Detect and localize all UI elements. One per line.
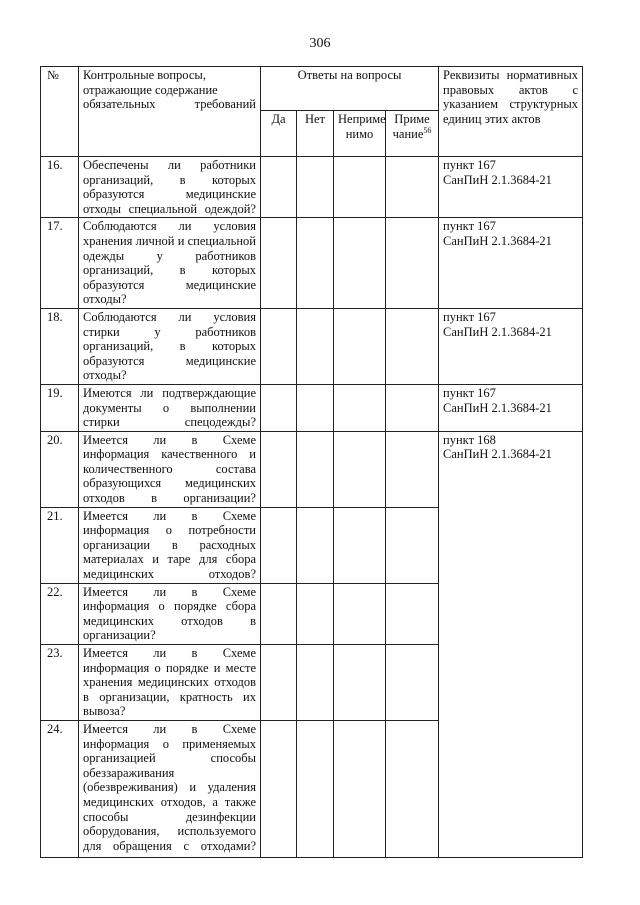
row-number: 17. [41, 218, 79, 309]
answer-yes-cell[interactable] [261, 431, 297, 507]
requisite-act: СанПиН 2.1.3684-21 [443, 324, 552, 339]
answer-note-cell[interactable] [386, 507, 439, 583]
checklist-table [40, 66, 583, 858]
answer-na-cell[interactable] [334, 384, 386, 431]
row-requisite [439, 431, 583, 857]
header-questions: Контрольные вопросы, отражающие содержание обязательных требований [79, 67, 261, 157]
answer-note-cell[interactable] [386, 384, 439, 431]
row-question: Имеется ли в Схеме информация о порядке сбора медицинских отходов в организации? [79, 583, 261, 644]
answer-no-cell[interactable] [297, 431, 334, 507]
answer-yes-cell[interactable] [261, 157, 297, 218]
row-number: 18. [41, 308, 79, 384]
requisite-clause: пункт 167 [443, 309, 496, 324]
answer-no-cell[interactable] [297, 583, 334, 644]
row-question: Имеются ли подтверждающие документы о выполнении стирки спецодежды? [79, 384, 261, 431]
requisite-clause: пункт 168 [443, 432, 496, 447]
page-number: 306 [309, 36, 331, 51]
row-question: Имеется ли в Схеме информация о порядке и месте хранения медицинских отходов в организации, кратность их вывоза? [79, 645, 261, 721]
row-question: Имеется ли в Схеме информация качественного и количественного состава образующихся медицинских отходов в организации? [79, 431, 261, 507]
answer-no-cell[interactable] [297, 218, 334, 309]
answer-yes-cell[interactable] [261, 507, 297, 583]
table-row [41, 218, 583, 309]
row-question: Соблюдаются ли условия стирки у работников организаций, в которых образуются медицинские отходы? [79, 308, 261, 384]
header-note [386, 111, 439, 157]
answer-note-cell[interactable] [386, 308, 439, 384]
answer-note-cell[interactable] [386, 645, 439, 721]
table-row [41, 308, 583, 384]
answer-na-cell[interactable] [334, 645, 386, 721]
header-yes: Да [261, 111, 297, 157]
answer-note-cell[interactable] [386, 583, 439, 644]
answer-yes-cell[interactable] [261, 218, 297, 309]
answer-no-cell[interactable] [297, 384, 334, 431]
footnote-ref: 56 [423, 125, 432, 135]
row-question: Имеется ли в Схеме информация о потребности организации в расходных материалах и таре для сбора медицинских отходов? [79, 507, 261, 583]
header-no: Нет [297, 111, 334, 157]
requisite-clause: пункт 167 [443, 385, 496, 400]
row-requisite [439, 157, 583, 218]
row-number: 22. [41, 583, 79, 644]
table-row [41, 431, 583, 507]
row-number: 21. [41, 507, 79, 583]
row-requisite [439, 308, 583, 384]
answer-note-cell[interactable] [386, 157, 439, 218]
answer-na-cell[interactable] [334, 308, 386, 384]
header-note-line1: Приме [394, 112, 430, 126]
row-number: 19. [41, 384, 79, 431]
requisite-act: СанПиН 2.1.3684-21 [443, 447, 552, 462]
row-question: Имеется ли в Схеме информация о применяемых организацией способы обеззараживания (обезвреживания) и удаления медицинских отходов, а также способы дезинфекции оборудования, используемого для обращения с отходами? [79, 721, 261, 858]
answer-na-cell[interactable] [334, 157, 386, 218]
header-na-line1: Неприме [338, 112, 386, 126]
answer-na-cell[interactable] [334, 507, 386, 583]
requisite-clause: пункт 167 [443, 219, 496, 234]
answer-note-cell[interactable] [386, 721, 439, 858]
answer-no-cell[interactable] [297, 507, 334, 583]
requisite-act: СанПиН 2.1.3684-21 [443, 400, 552, 415]
answer-no-cell[interactable] [297, 645, 334, 721]
requisite-act: СанПиН 2.1.3684-21 [443, 233, 552, 248]
requisite-clause: пункт 167 [443, 158, 496, 172]
row-number: 20. [41, 431, 79, 507]
answer-na-cell[interactable] [334, 583, 386, 644]
row-number: 23. [41, 645, 79, 721]
answer-no-cell[interactable] [297, 157, 334, 218]
row-requisite [439, 384, 583, 431]
answer-na-cell[interactable] [334, 218, 386, 309]
answer-yes-cell[interactable] [261, 384, 297, 431]
table-row [41, 157, 583, 218]
answer-na-cell[interactable] [334, 431, 386, 507]
answer-yes-cell[interactable] [261, 645, 297, 721]
header-requisites: Реквизиты нормативных правовых актов с указанием структурных единиц этих актов [439, 67, 583, 157]
header-num: № [41, 67, 79, 157]
row-question: Соблюдаются ли условия хранения личной и специальной одежды у работников организаций, в которых образуются медицинские отходы? [79, 218, 261, 309]
answer-no-cell[interactable] [297, 721, 334, 858]
answer-note-cell[interactable] [386, 218, 439, 309]
answer-yes-cell[interactable] [261, 583, 297, 644]
table-row [41, 384, 583, 431]
header-na-line2: нимо [345, 126, 374, 141]
answer-no-cell[interactable] [297, 308, 334, 384]
header-note-line2: чание [392, 126, 424, 141]
answer-note-cell[interactable] [386, 431, 439, 507]
answer-na-cell[interactable] [334, 721, 386, 858]
row-question: Обеспечены ли работники организаций, в которых образуются медицинские отходы специальной одеждой? [79, 157, 261, 218]
header-not-applicable [334, 111, 386, 157]
requisite-act: СанПиН 2.1.3684-21 [443, 172, 552, 187]
answer-yes-cell[interactable] [261, 308, 297, 384]
row-requisite [439, 218, 583, 309]
header-answers: Ответы на вопросы [261, 67, 439, 111]
row-number: 24. [41, 721, 79, 858]
answer-yes-cell[interactable] [261, 721, 297, 858]
row-number: 16. [41, 157, 79, 218]
